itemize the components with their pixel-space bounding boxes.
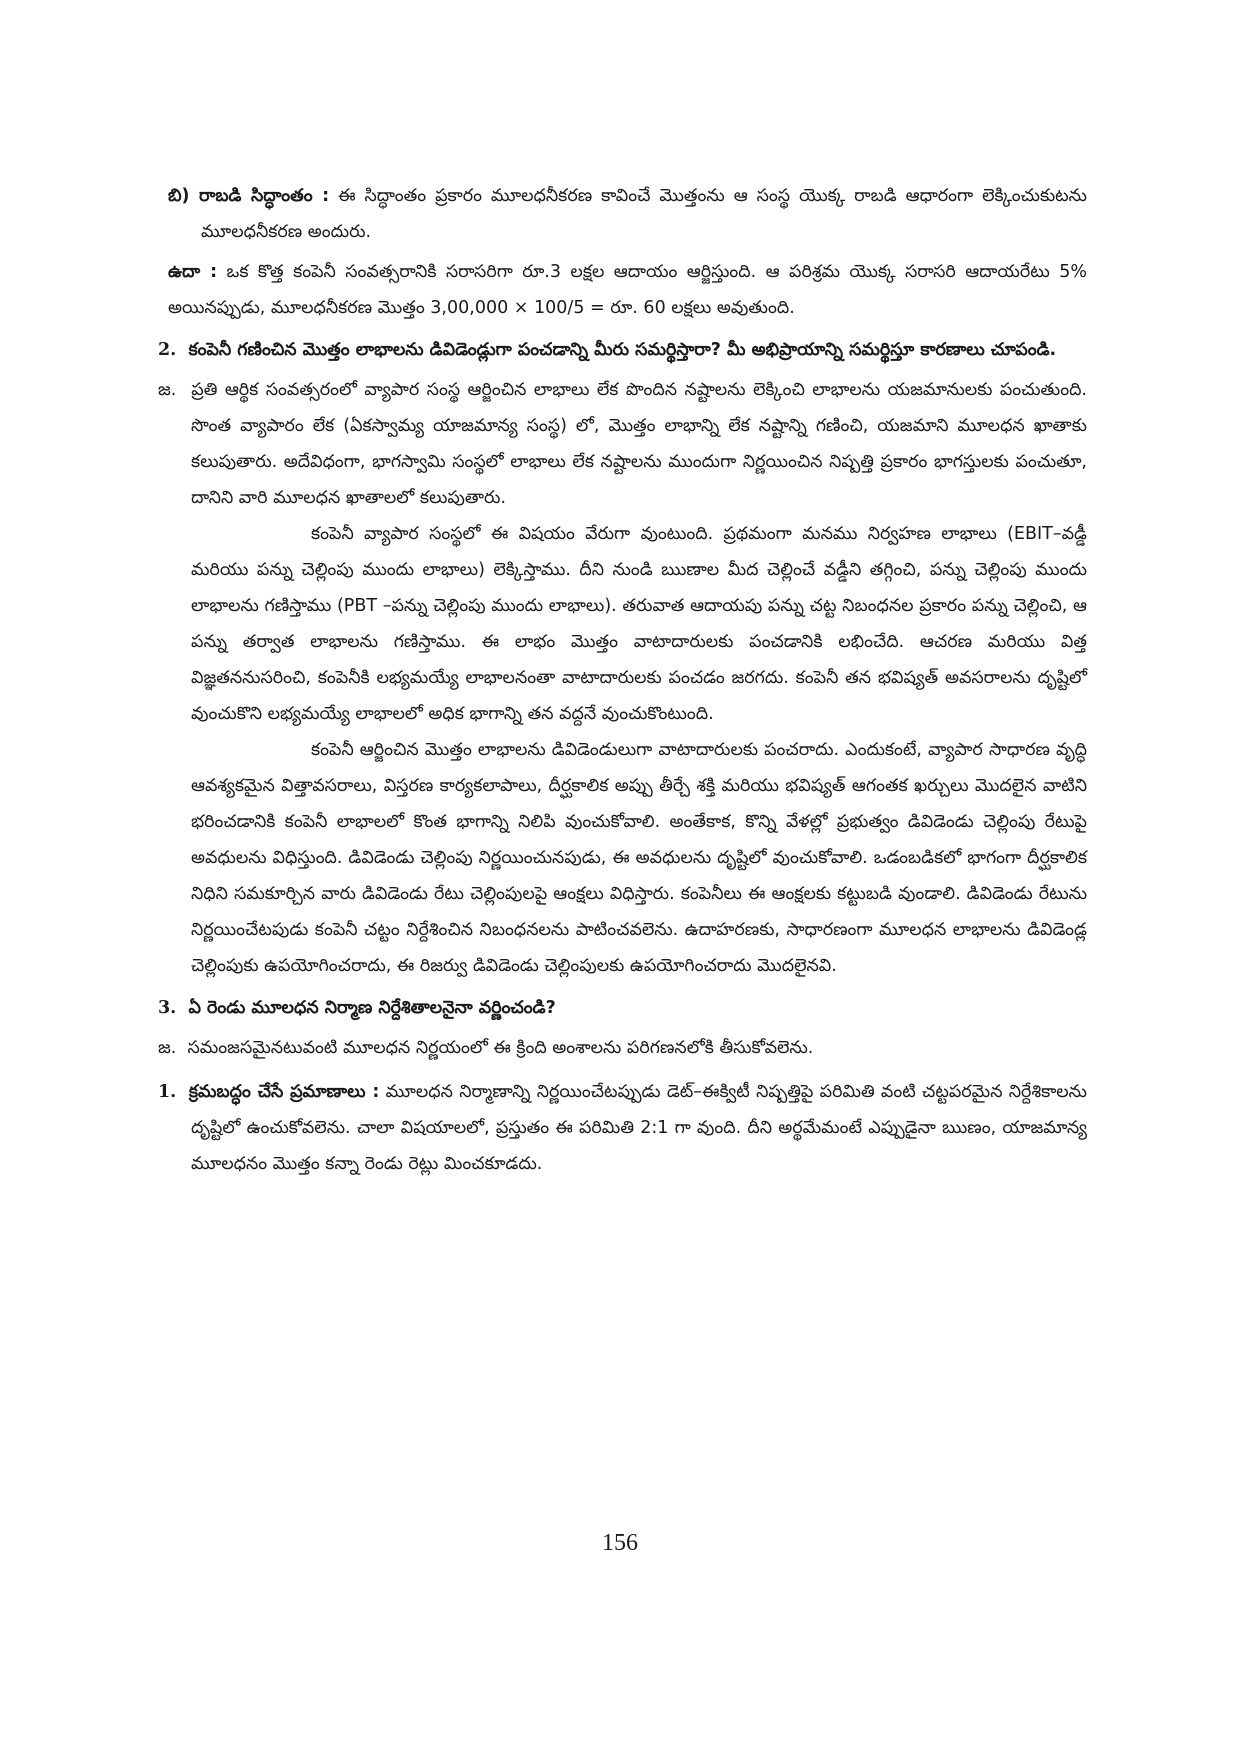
theory-b-label: బి) రాబడి సిద్ధాంతం :	[168, 186, 330, 206]
question-2-text: కంపెనీ గణించిన మొత్తం లాభాలను డివిడెండ్లుగా పంచడాన్ని మీరు సమర్థిస్తారా? మీ అభిప్రాయాన్ని సమర్థిస్తూ కారణాలు చూపండి.	[188, 340, 1057, 360]
list-item-1	[158, 1074, 1087, 1182]
example-text: ఒక కొత్త కంపెనీ సంవత్సరానికి సరాసరిగా రూ.3 లక్షల ఆదాయం ఆర్జిస్తుంది. ఆ పరిశ్రమ యొక్క సరాసరి ఆదాయరేటు 5% అయినప్పుడు, మూలధనీకరణ మొత్తం 3,00,000 × 100/5 = రూ. 60 లక్షలు అవుతుంది.	[168, 262, 1087, 318]
answer-2-text-2: కంపెనీ వ్యాపార సంస్థలో ఈ విషయం వేరుగా వుంటుంది. ప్రథమంగా మనము నిర్వహణ లాభాలు (EBIT–వడ్డీ మరియు పన్ను చెల్లింపు ముందు లాభాలు) లెక్కిస్తాము. దీని నుండి ఋణాల మీద చెల్లించే వడ్డీని తగ్గించి, పన్ను చెల్లింపు ముందు లాభాలను గణిస్తాము (PBT –పన్ను చెల్లింపు ముందు లాభాలు). తరువాత ఆదాయపు పన్ను చట్ట నిబంధనల ప్రకారం పన్ను చెల్లించి, ఆ పన్ను తర్వాత లాభాలను గణిస్తాము. ఈ లాభం మొత్తం వాటాదారులకు పంచడానికి లభించేది. ఆచరణ మరియు విత్త విజ్ఞతననుసరించి, కంపెనీకి లభ్యమయ్యే లాభాలనంతా వాటాదారులకు పంచడం జరగదు. కంపెనీ తన భవిష్యత్ అవసరాలను దృష్టిలో వుంచుకొని లభ్యమయ్యే లాభాలలో అధిక భాగాన్ని తన వద్దనే వుంచుకొంటుంది.	[191, 524, 1087, 724]
list-item-1-number: 1.	[158, 1082, 177, 1102]
answer-2-text-1: ప్రతి ఆర్థిక సంవత్సరంలో వ్యాపార సంస్థ ఆర్జించిన లాభాలు లేక పొందిన నష్టాలను లెక్కించి లాభాలను యజమానులకు పంచుతుంది. సొంత వ్యాపారం లేక (ఏకస్వామ్య యాజమాన్య సంస్థ) లో, మొత్తం లాభాన్ని లేక నష్టాన్ని గణించి, యజమాని మూలధన ఖాతాకు కలుపుతారు. అదేవిధంగా, భాగస్వామి సంస్థలో లాభాలు లేక నష్టాలను ముందుగా నిర్ణయించిన నిష్పత్తి ప్రకారం భాగస్తులకు పంచుతూ, దానిని వారి మూలధన ఖాతాలలో కలుపుతారు.	[191, 380, 1087, 508]
answer-2-paragraph-1	[158, 372, 1087, 516]
list-item-1-text: మూలధన నిర్మాణాన్ని నిర్ణయించేటప్పుడు డెట్–ఈక్విటీ నిష్పత్తిపై పరిమితి వంటి చట్టపరమైన నిర్దేశికాలను దృష్టిలో ఉంచుకోవలెను. చాలా విషయాలలో, ప్రస్తుతం ఈ పరిమితి 2:1 గా వుంది. దీని అర్థమేమంటే ఎప్పుడైనా ఋణం, యాజమాన్య మూలధనం మొత్తం కన్నా రెండు రెట్లు మించకూడదు.	[191, 1082, 1087, 1174]
answer-3-paragraph	[158, 1030, 1087, 1066]
answer-3-text: సమంజసమైనటువంటి మూలధన నిర్ణయంలో ఈ క్రింది అంశాలను పరిగణనలోకి తీసుకోవలెను.	[187, 1038, 814, 1058]
theory-b-text: ఈ సిద్ధాంతం ప్రకారం మూలధనీకరణ కావించే మొత్తంను ఆ సంస్థ యొక్క రాబడి ఆధారంగా లెక్కించుకుటను మూలధనీకరణ అందురు.	[201, 186, 1087, 242]
example-label: ఉదా :	[168, 262, 218, 282]
page-number: 156	[602, 1530, 638, 1556]
question-3-text: ఏ రెండు మూలధన నిర్మాణ నిర్దేశితాలనైనా వర్ణించండి?	[188, 998, 556, 1018]
question-3-number: 3.	[158, 998, 177, 1018]
answer-2-marker: జ.	[158, 380, 177, 400]
question-2	[158, 332, 1087, 368]
answer-2-paragraph-2	[158, 516, 1087, 732]
answer-3-marker: జ.	[158, 1038, 177, 1058]
question-2-number: 2.	[158, 340, 177, 360]
theory-b-paragraph	[168, 178, 1087, 250]
list-item-1-label: క్రమబద్ధం చేసే ప్రమాణాలు :	[188, 1082, 380, 1102]
answer-2-text-3: కంపెనీ ఆర్జించిన మొత్తం లాభాలను డివిడెండులుగా వాటాదారులకు పంచరాదు. ఎందుకంటే, వ్యాపార సాధారణ వృద్ధి ఆవశ్యకమైన విత్తావసరాలు, విస్తరణ కార్యకలాపాలు, దీర్ఘకాలిక అప్పు తీర్చే శక్తి మరియు భవిష్యత్ ఆగంతక ఖర్చులు మొదలైన వాటిని భరించడానికి కంపెనీ లాభాలలో కొంత భాగాన్ని నిలిపి వుంచుకోవాలి. అంతేకాక, కొన్ని వేళల్లో ప్రభుత్వం డివిడెండు చెల్లింపు రేటుపై అవధులను విధిస్తుంది. డివిడెండు చెల్లింపు నిర్ణయించునపుడు, ఈ అవధులను దృష్టిలో వుంచుకోవాలి. ఒడంబడికలో భాగంగా దీర్ఘకాలిక నిధిని సమకూర్చిన వారు డివిడెండు రేటు చెల్లింపులపై ఆంక్షలు విధిస్తారు. కంపెనీలు ఈ ఆంక్షలకు కట్టుబడి వుండాలి. డివిడెండు రేటును నిర్ణయించేటపుడు కంపెనీ చట్టం నిర్దేశించిన నిబంధనలను పాటించవలెను. ఉదాహరణకు, సాధారణంగా మూలధన లాభాలను డివిడెండ్ల చెల్లింపుకు ఉపయోగించరాదు, ఈ రిజర్వు డివిడెండు చెల్లింపులకు ఉపయోగించరాదు మొదలైనవి.	[191, 740, 1087, 976]
question-3	[158, 990, 1087, 1026]
answer-2-paragraph-3	[158, 732, 1087, 984]
example-paragraph	[168, 254, 1087, 326]
